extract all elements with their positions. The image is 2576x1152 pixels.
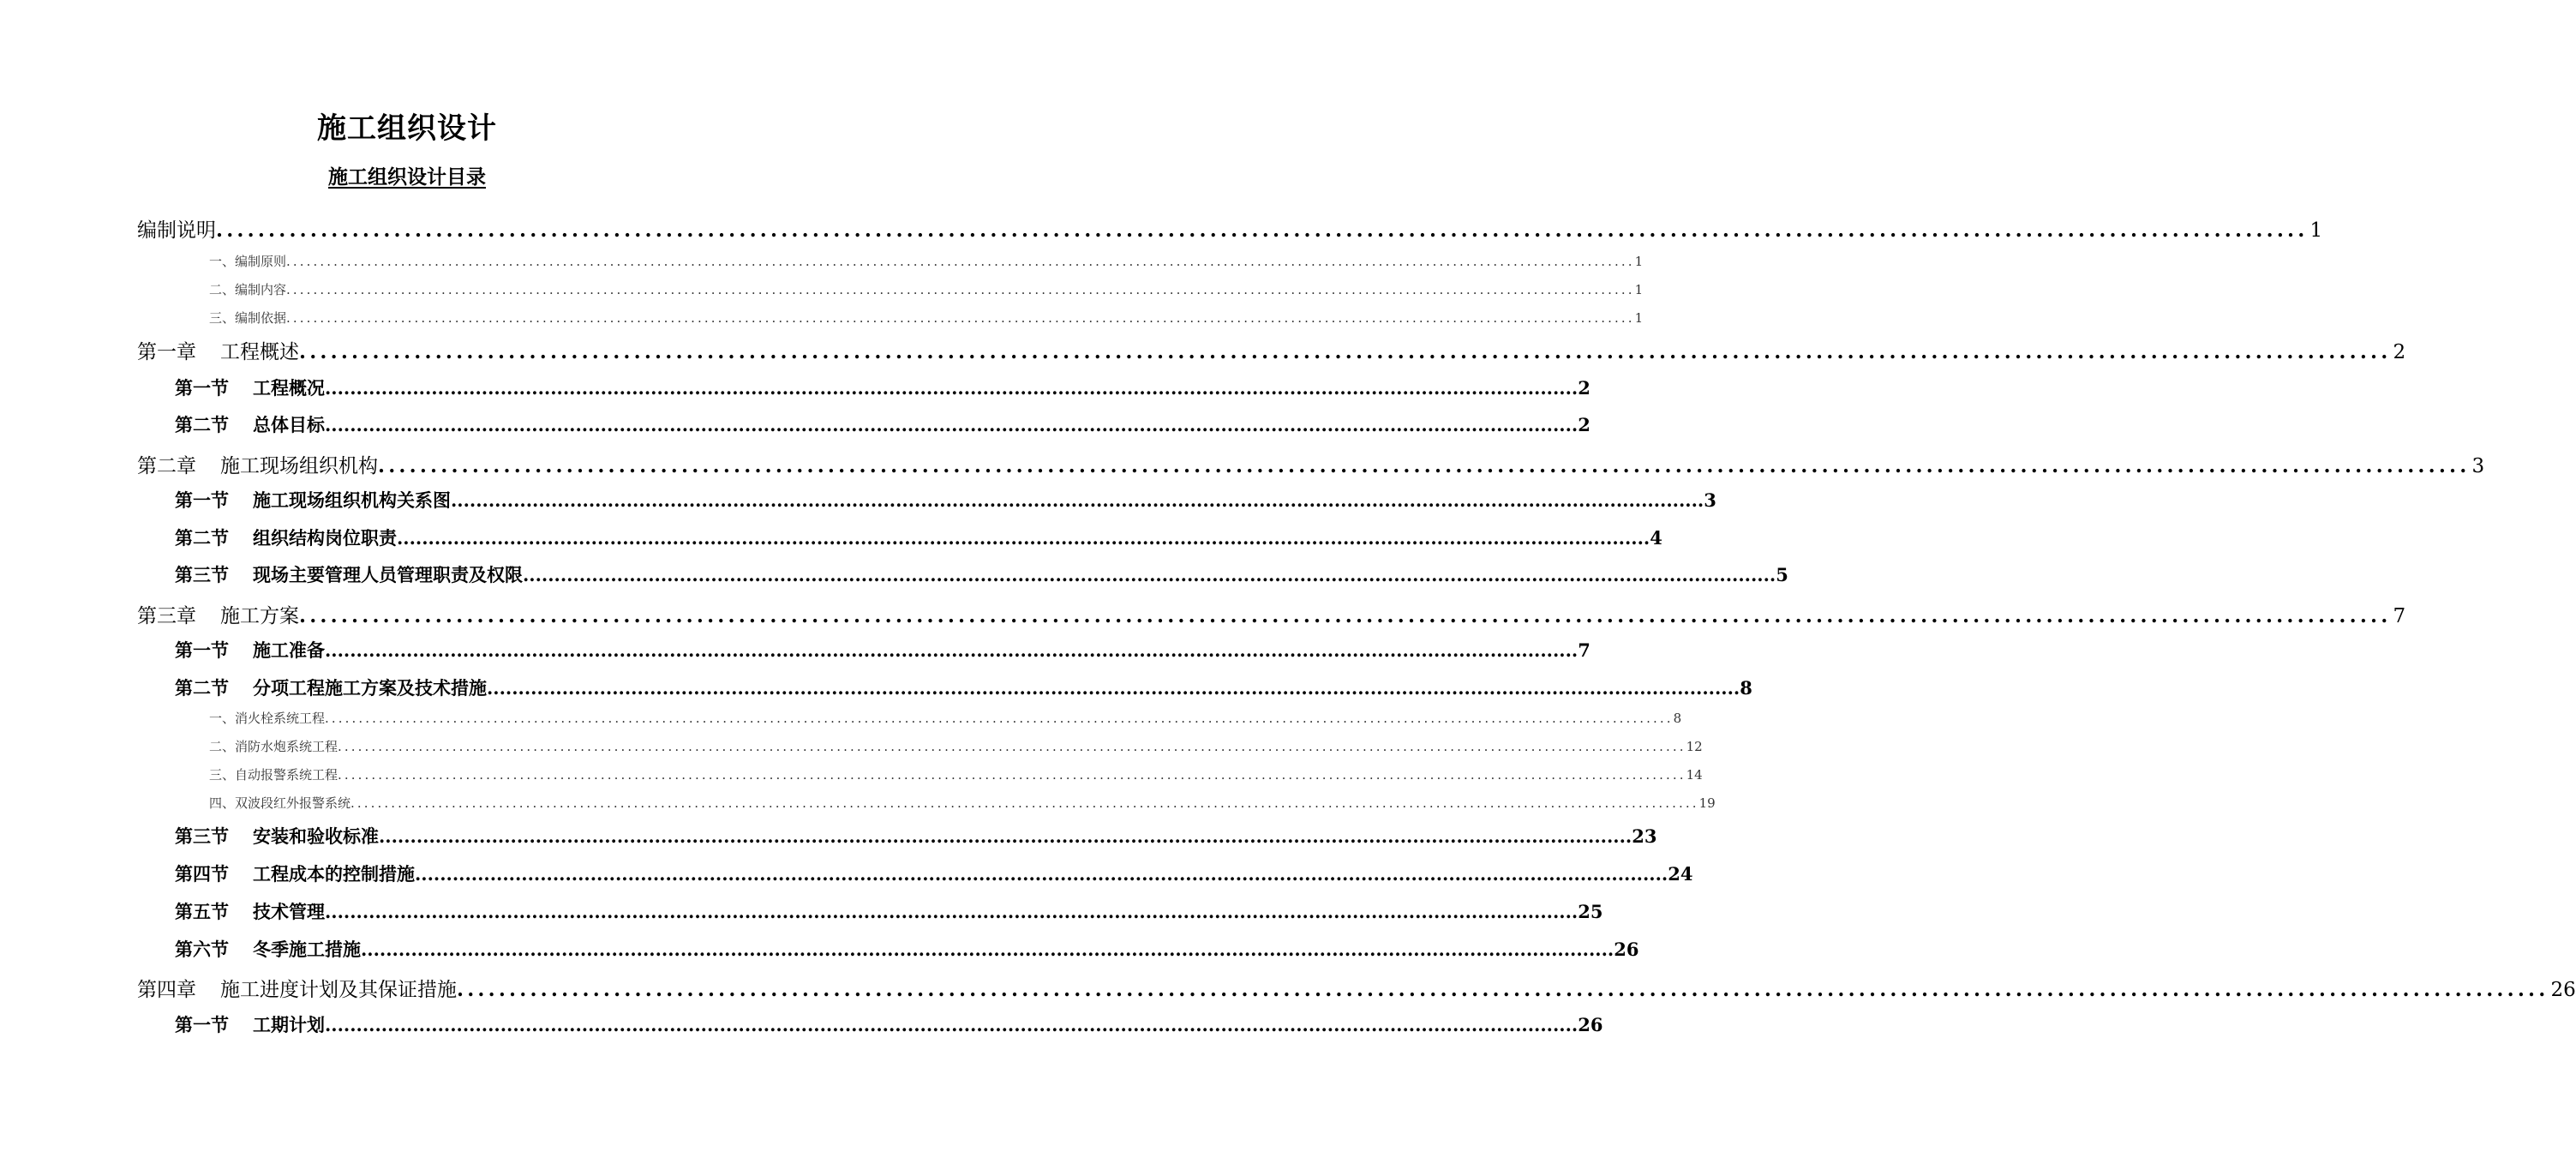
toc-entry-title: 一、编制原则	[209, 254, 287, 269]
toc-entry-label	[175, 861, 415, 886]
toc-entry-number: 第四节	[175, 863, 229, 885]
toc-entry[interactable]	[175, 823, 1657, 849]
toc-entry-title: 施工现场组织机构	[220, 455, 378, 477]
toc-entry-number: 第一节	[175, 377, 229, 399]
toc-entry-title: 施工方案	[220, 605, 299, 627]
toc-page-number: 19	[1698, 795, 1716, 811]
toc-entry[interactable]	[175, 525, 1662, 550]
toc-page-number: 24	[1668, 863, 1693, 885]
toc-entry-number: 第一节	[175, 1014, 229, 1035]
toc-entry[interactable]	[175, 898, 1603, 924]
toc-entry-label	[209, 280, 286, 298]
toc-entry[interactable]	[175, 561, 1788, 587]
toc-entry[interactable]	[137, 450, 2485, 478]
toc-page-number: 1	[1634, 254, 1644, 269]
toc-entry-label	[175, 1011, 325, 1037]
toc-entry[interactable]	[137, 974, 2576, 1002]
toc-entry-title: 组织结构岗位职责	[253, 527, 397, 549]
toc-entry-label	[175, 375, 325, 400]
toc-leader-dots: ........................................................................................................................................................................................................	[451, 489, 1704, 511]
toc-entry-title: 总体目标	[253, 414, 325, 435]
toc-entry-title: 施工进度计划及其保证措施	[220, 979, 457, 1001]
toc-leader-dots: ........................................................................................................................................................................................................	[325, 414, 1579, 435]
toc-entry-number: 第二节	[175, 414, 229, 435]
toc-page-number: 2	[1578, 414, 1591, 435]
toc-page-number: 26	[2550, 979, 2576, 1001]
toc-entry-title: 三、编制依据	[209, 310, 287, 326]
toc-page-number: 8	[1740, 677, 1752, 699]
toc-page-number: 5	[1776, 564, 1788, 585]
toc-entry-number: 第二节	[175, 677, 229, 699]
toc-leader-dots: ........................................................................................................................................................................................................	[487, 677, 1740, 699]
toc-entry[interactable]	[175, 1011, 1603, 1037]
toc-entry-number: 第一节	[175, 639, 229, 661]
toc-entry-title: 工程概述	[220, 341, 299, 363]
toc-page-number: 23	[1632, 825, 1657, 847]
toc-heading: 施工组织设计目录	[328, 165, 486, 189]
toc-entry-title: 工程成本的控制措施	[253, 863, 415, 885]
toc-entry[interactable]	[175, 411, 1591, 437]
toc-entry[interactable]	[137, 600, 2406, 628]
toc-page-number: 7	[1578, 639, 1591, 661]
toc-entry-title: 工期计划	[253, 1014, 325, 1035]
toc-entry-label	[175, 561, 523, 587]
toc-leader-dots: ........................................................................................................................................................................................................	[397, 527, 1650, 549]
toc-entry-label	[137, 450, 378, 478]
toc-leader-dots: ........................................................................................................................................................................................................	[325, 377, 1579, 399]
toc-leader-dots: ........................................................................................................................................................................................................	[299, 340, 2392, 363]
toc-entry-number: 第三节	[175, 564, 229, 585]
toc-page-number: 1	[2309, 219, 2323, 242]
toc-entry[interactable]	[175, 936, 1639, 962]
toc-entry[interactable]	[175, 637, 1591, 663]
toc-entry-title: 工程概况	[253, 377, 325, 399]
toc-entry[interactable]	[209, 737, 1703, 755]
toc-leader-dots: ........................................................................................................................................................................................................	[338, 767, 1686, 783]
toc-leader-dots: ........................................................................................................................................................................................................	[286, 282, 1635, 297]
toc-entry-number: 编制说明	[137, 219, 216, 242]
toc-entry-title: 二、编制内容	[209, 282, 287, 297]
toc-entry-label	[209, 709, 325, 727]
toc-page-number: 26	[1614, 939, 1639, 960]
toc-entry-label	[175, 898, 325, 924]
toc-entry-label	[209, 252, 286, 270]
toc-entry-number: 第五节	[175, 901, 229, 922]
toc-entry-title: 分项工程施工方案及技术措施	[253, 677, 487, 699]
toc-entry-label	[137, 336, 299, 364]
toc-entry[interactable]	[175, 675, 1752, 700]
toc-entry-title: 施工准备	[253, 639, 325, 661]
toc-entry-label	[175, 487, 451, 513]
toc-page-number: 4	[1650, 527, 1662, 549]
toc-leader-dots: ........................................................................................................................................................................................................	[379, 825, 1632, 847]
toc-leader-dots: ........................................................................................................................................................................................................	[361, 939, 1614, 960]
toc-page-number: 1	[1634, 282, 1644, 297]
toc-entry[interactable]	[175, 487, 1716, 513]
toc-leader-dots: ........................................................................................................................................................................................................	[216, 219, 2309, 242]
toc-entry[interactable]	[175, 861, 1693, 886]
toc-entry-label	[137, 214, 216, 243]
toc-entry-number: 第一章	[137, 341, 196, 363]
toc-entry-label	[175, 637, 325, 663]
toc-entry-label	[209, 765, 338, 783]
toc-entry-title: 技术管理	[253, 901, 325, 922]
toc-leader-dots: ........................................................................................................................................................................................................	[325, 901, 1579, 922]
toc-entry-number: 第二节	[175, 527, 229, 549]
toc-entry-label	[209, 309, 286, 327]
toc-entry[interactable]	[209, 309, 1644, 327]
toc-entry[interactable]	[209, 252, 1644, 270]
toc-entry[interactable]	[137, 336, 2406, 364]
toc-entry-title: 四、双波段红外报警系统	[209, 795, 351, 811]
toc-entry-label	[209, 737, 338, 755]
toc-entry-number: 第一节	[175, 489, 229, 511]
toc-entry[interactable]	[209, 280, 1644, 298]
toc-leader-dots: ........................................................................................................................................................................................................	[299, 604, 2392, 627]
toc-leader-dots: ........................................................................................................................................................................................................	[415, 863, 1668, 885]
toc-entry-number: 第三节	[175, 825, 229, 847]
toc-entry-number: 第二章	[137, 455, 196, 477]
toc-leader-dots: ........................................................................................................................................................................................................	[378, 454, 2471, 477]
toc-entry-title: 一、消火栓系统工程	[209, 711, 326, 726]
toc-entry-label	[175, 675, 487, 700]
toc-leader-dots: ........................................................................................................................................................................................................	[457, 978, 2549, 1001]
toc-leader-dots: ........................................................................................................................................................................................................	[325, 711, 1674, 726]
toc-entry-label	[209, 794, 350, 812]
toc-entry-label	[175, 411, 325, 437]
toc-page-number: 7	[2393, 605, 2406, 627]
toc-entry-number: 第四章	[137, 979, 196, 1001]
toc-entry-label	[175, 525, 397, 550]
toc-leader-dots: ........................................................................................................................................................................................................	[286, 310, 1635, 326]
toc-page-number: 3	[2471, 455, 2485, 477]
toc-leader-dots: ........................................................................................................................................................................................................	[523, 564, 1776, 585]
toc-page-number: 14	[1686, 767, 1703, 783]
toc-leader-dots: ........................................................................................................................................................................................................	[325, 639, 1579, 661]
toc-entry-title: 二、消防水炮系统工程	[209, 739, 338, 754]
document-title: 施工组织设计	[317, 111, 497, 146]
toc-page-number: 1	[1634, 310, 1644, 326]
toc-page-number: 2	[2393, 341, 2406, 363]
toc-entry[interactable]	[209, 794, 1716, 812]
toc-entry-number: 第三章	[137, 605, 196, 627]
toc-entry-number: 第六节	[175, 939, 229, 960]
toc-page-number: 2	[1578, 377, 1591, 399]
toc-page-number: 3	[1704, 489, 1716, 511]
toc-page-number: 25	[1578, 901, 1603, 922]
toc-entry-label	[175, 936, 361, 962]
toc-entry-title: 现场主要管理人员管理职责及权限	[253, 564, 523, 585]
toc-leader-dots: ........................................................................................................................................................................................................	[350, 795, 1699, 811]
toc-entry[interactable]	[175, 375, 1591, 400]
toc-entry-label	[137, 974, 457, 1002]
toc-entry-title: 冬季施工措施	[253, 939, 361, 960]
toc-entry-title: 安装和验收标准	[253, 825, 379, 847]
toc-entry[interactable]	[209, 765, 1703, 783]
toc-leader-dots: ........................................................................................................................................................................................................	[325, 1014, 1579, 1035]
toc-leader-dots: ........................................................................................................................................................................................................	[338, 739, 1686, 754]
toc-entry-label	[175, 823, 379, 849]
toc-leader-dots: ........................................................................................................................................................................................................	[286, 254, 1635, 269]
toc-page-number: 12	[1686, 739, 1703, 754]
toc-entry-label	[137, 600, 299, 628]
toc-entry[interactable]	[137, 214, 2323, 243]
toc-entry[interactable]	[209, 709, 1682, 727]
toc-page-number: 8	[1673, 711, 1682, 726]
toc-entry-title: 施工现场组织机构关系图	[253, 489, 451, 511]
toc-page-number: 26	[1578, 1014, 1603, 1035]
toc-entry-title: 三、自动报警系统工程	[209, 767, 338, 783]
